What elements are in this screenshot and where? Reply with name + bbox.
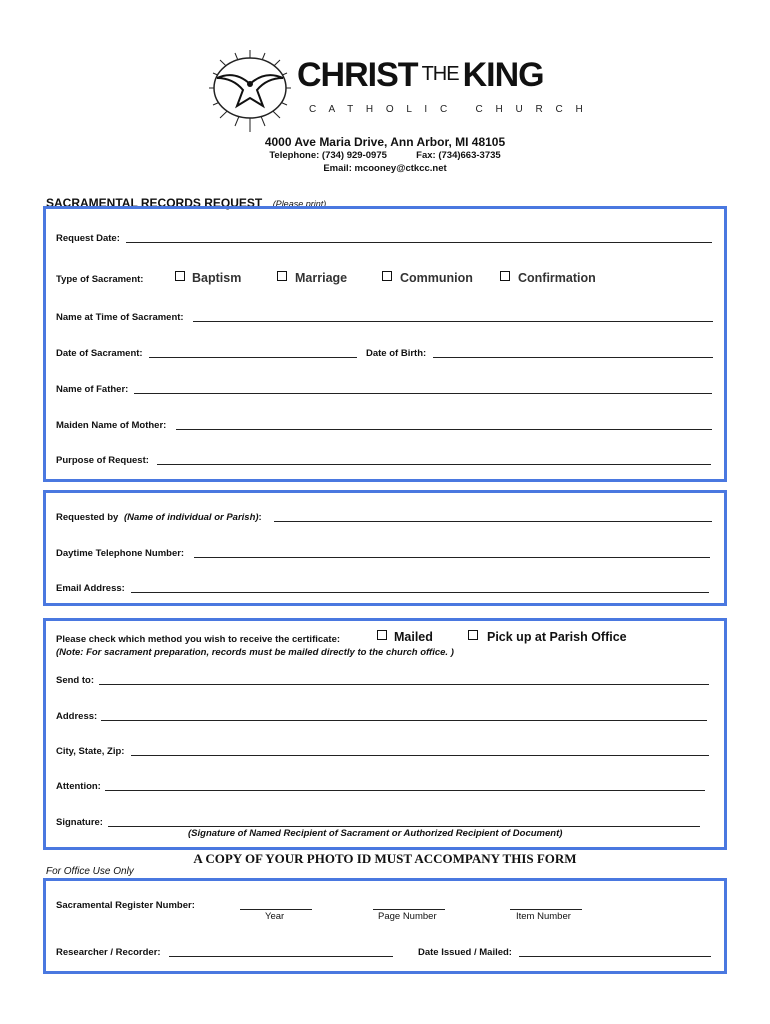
attention-field[interactable] <box>105 790 705 791</box>
purpose-field[interactable] <box>157 464 711 465</box>
logo-christ: CHRIST <box>297 56 418 94</box>
request-date-field[interactable] <box>126 242 712 243</box>
year-label: Year <box>265 911 285 922</box>
church-logo <box>205 48 588 134</box>
researcher-field[interactable] <box>169 956 393 957</box>
pickup-label: Pick up at Parish Office <box>487 630 627 644</box>
sacrament-info-section <box>43 206 727 482</box>
maiden-name-mother-label: Maiden Name of Mother: <box>56 420 167 431</box>
requested-by-note: (Name of individual or Parish) <box>123 512 259 523</box>
register-number-label: Sacramental Register Number: <box>56 900 195 911</box>
date-of-sacrament-label: Date of Sacrament: <box>56 348 143 359</box>
communion-checkbox[interactable] <box>382 271 392 281</box>
office-use-section <box>43 878 727 974</box>
method-label: Please check which method you wish to receive the certificate: <box>56 634 341 645</box>
maiden-name-mother-field[interactable] <box>176 429 712 430</box>
signature-note: (Signature of Named Recipient of Sacrament or Authorized Recipient of Document) <box>188 828 563 839</box>
phone-fax-line <box>0 150 770 161</box>
item-number-label: Item Number <box>516 911 571 922</box>
photo-id-notice: A COPY OF YOUR PHOTO ID MUST ACCOMPANY THIS FORM <box>193 851 577 866</box>
send-to-field[interactable] <box>99 684 709 685</box>
marriage-label: Marriage <box>295 271 348 285</box>
date-of-sacrament-field[interactable] <box>149 357 357 358</box>
request-date-label: Request Date: <box>56 233 120 244</box>
address-label: Address: <box>56 711 98 722</box>
marriage-checkbox[interactable] <box>277 271 287 281</box>
attention-label: Attention: <box>56 781 101 792</box>
item-number-field[interactable] <box>510 909 582 910</box>
requested-by-label <box>56 512 262 523</box>
baptism-label: Baptism <box>192 271 242 285</box>
form-title-note: (Please print) <box>272 199 327 209</box>
date-issued-label: Date Issued / Mailed: <box>418 947 512 958</box>
year-field[interactable] <box>240 909 312 910</box>
mailing-note: (Note: For sacrament preparation, records must be mailed directly to the church office. ) <box>56 647 454 658</box>
email-address-field[interactable] <box>131 592 709 593</box>
signature-field[interactable] <box>108 826 700 827</box>
daytime-phone-label: Daytime Telephone Number: <box>56 548 185 559</box>
logo-king: KING <box>462 56 544 94</box>
email-address-label: Email Address: <box>56 583 125 594</box>
mailed-label: Mailed <box>394 630 433 644</box>
church-address: 4000 Ave Maria Drive, Ann Arbor, MI 48105 <box>264 135 506 149</box>
fax: Fax: (734)663-3735 <box>416 150 501 161</box>
signature-label: Signature: <box>56 817 103 828</box>
date-of-birth-label: Date of Birth: <box>366 348 427 359</box>
name-of-father-label: Name of Father: <box>56 384 129 395</box>
pickup-checkbox[interactable] <box>468 630 478 640</box>
logo-subtitle: C A T H O L I C C H U R C H <box>309 104 588 115</box>
baptism-checkbox[interactable] <box>175 271 185 281</box>
mailed-checkbox[interactable] <box>377 630 387 640</box>
form-title-text: SACRAMENTAL RECORDS REQUEST <box>46 196 263 210</box>
researcher-label: Researcher / Recorder: <box>56 947 161 958</box>
daytime-phone-field[interactable] <box>194 557 710 558</box>
purpose-label: Purpose of Request: <box>56 455 149 466</box>
church-email: Email: mcooney@ctkcc.net <box>323 163 447 174</box>
requested-by-field[interactable] <box>274 521 712 522</box>
send-to-label: Send to: <box>56 675 94 686</box>
page-number-label: Page Number <box>378 911 437 922</box>
dove-cross-icon <box>205 48 295 134</box>
requested-by-colon: : <box>258 512 262 523</box>
logo-the: THE <box>421 63 459 85</box>
telephone: Telephone: (734) 929-0975 <box>269 150 387 161</box>
office-use-title: For Office Use Only <box>46 866 134 877</box>
name-of-father-field[interactable] <box>134 393 712 394</box>
requested-by-text: Requested by <box>56 512 119 523</box>
confirmation-checkbox[interactable] <box>500 271 510 281</box>
sacrament-type-label: Type of Sacrament: <box>56 274 144 285</box>
communion-label: Communion <box>400 271 473 285</box>
name-at-time-field[interactable] <box>193 321 713 322</box>
page-number-field[interactable] <box>373 909 445 910</box>
date-issued-field[interactable] <box>519 956 711 957</box>
city-state-zip-field[interactable] <box>131 755 709 756</box>
address-field[interactable] <box>101 720 707 721</box>
name-at-time-label: Name at Time of Sacrament: <box>56 312 184 323</box>
city-state-zip-label: City, State, Zip: <box>56 746 125 757</box>
date-of-birth-field[interactable] <box>433 357 713 358</box>
confirmation-label: Confirmation <box>518 271 596 285</box>
